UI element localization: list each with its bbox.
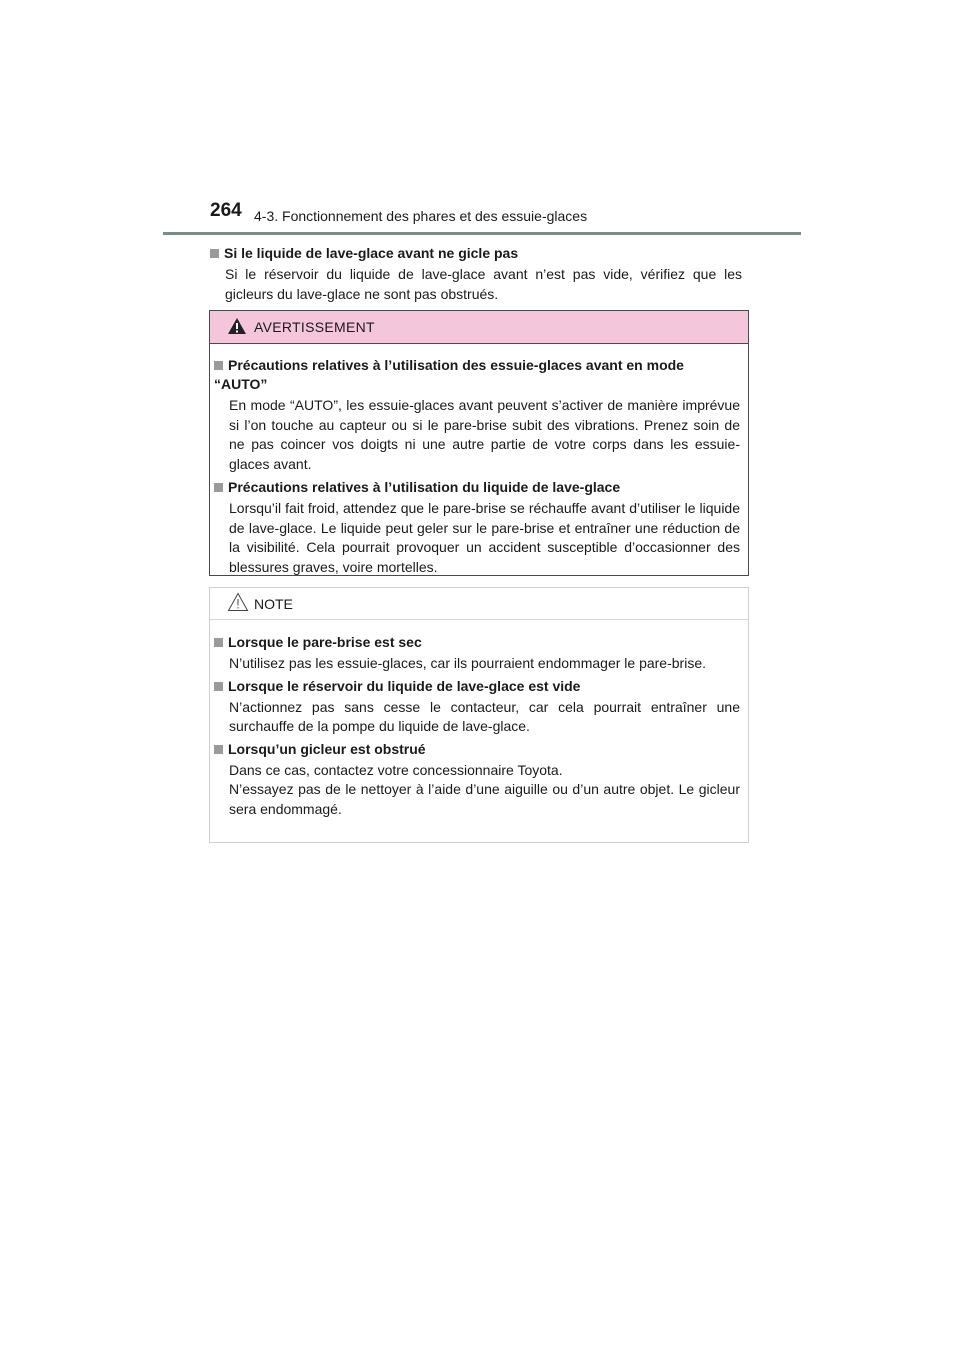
- page-number: 264: [210, 200, 242, 221]
- note-item-text: N’utilisez pas les essuie-glaces, car ils pourraient endommager le pare-brise.: [229, 655, 706, 671]
- square-bullet-icon: [214, 682, 223, 691]
- header-divider: [163, 232, 801, 235]
- note-item: [214, 740, 740, 820]
- square-bullet-icon: [214, 361, 223, 370]
- caution-outline-triangle-icon: [227, 592, 249, 612]
- warning-item-heading: [214, 356, 740, 394]
- note-item-title: Lorsque le réservoir du liquide de lave-glace est vide: [228, 677, 581, 694]
- note-item: [214, 633, 740, 674]
- note-item-title: Lorsqu’un gicleur est obstrué: [228, 740, 426, 757]
- intro-title: Si le liquide de lave-glace avant ne gicle pas: [224, 245, 519, 261]
- warning-item-text: En mode “AUTO”, les essuie-glaces avant peuvent s’activer de manière imprévue si l’on touche au capteur ou si le pare-brise subit des vibrations. Prenez soin de ne pas coincer vos doigts ni une autre partie de votre corps dans les essuie-glaces avant.: [229, 397, 740, 472]
- warning-label: AVERTISSEMENT: [254, 319, 375, 335]
- square-bullet-icon: [214, 483, 223, 492]
- section-title: 4-3. Fonctionnement des phares et des essuie-glaces: [254, 208, 588, 224]
- note-item-heading: [214, 740, 740, 759]
- warning-item-title: Précautions relatives à l’utilisation des essuie-glaces avant en mode “AUTO”: [214, 357, 684, 392]
- square-bullet-icon: [210, 249, 219, 258]
- page-header: [210, 200, 802, 236]
- note-box: [209, 587, 749, 843]
- square-bullet-icon: [214, 638, 223, 647]
- note-item-heading: [214, 633, 740, 652]
- note-item-text: Dans ce cas, contactez votre concessionnaire Toyota.: [229, 761, 563, 778]
- warning-item-text: Lorsqu’il fait froid, attendez que le pare-brise se réchauffe avant d’utiliser le liquide de lave-glace. Le liquide peut geler sur le pare-brise et entraîner une réduction de la visibilité. Cela pourrait provoquer un accident susceptible d’occasionner des blessures graves, voire mortelles.: [229, 500, 740, 575]
- warning-item-heading: [214, 478, 740, 497]
- intro-heading: [210, 244, 742, 263]
- note-item: [214, 677, 740, 737]
- note-item-heading: [214, 677, 740, 696]
- warning-item-title: Précautions relatives à l’utilisation du liquide de lave-glace: [228, 479, 621, 495]
- note-label: NOTE: [254, 596, 293, 612]
- warning-header: [210, 311, 748, 344]
- warning-triangle-icon: [227, 317, 247, 335]
- warning-item: [214, 356, 740, 474]
- intro-section: [210, 244, 742, 304]
- note-header: [210, 588, 748, 620]
- warning-item: [214, 478, 740, 577]
- intro-text: Si le réservoir du liquide de lave-glace avant n’est pas vide, vérifiez que les gicleurs du lave-glace ne sont pas obstrués.: [225, 266, 742, 302]
- square-bullet-icon: [214, 745, 223, 754]
- warning-box: [209, 310, 749, 576]
- note-item-text: N’essayez pas de le nettoyer à l’aide d’une aiguille ou d’un autre objet. Le gicleur sera endommagé.: [229, 781, 740, 817]
- note-item-title: Lorsque le pare-brise est sec: [228, 634, 422, 650]
- note-item-text: N’actionnez pas sans cesse le contacteur, car cela pourrait entraîner une surchauffe de la pompe du liquide de lave-glace.: [229, 698, 740, 734]
